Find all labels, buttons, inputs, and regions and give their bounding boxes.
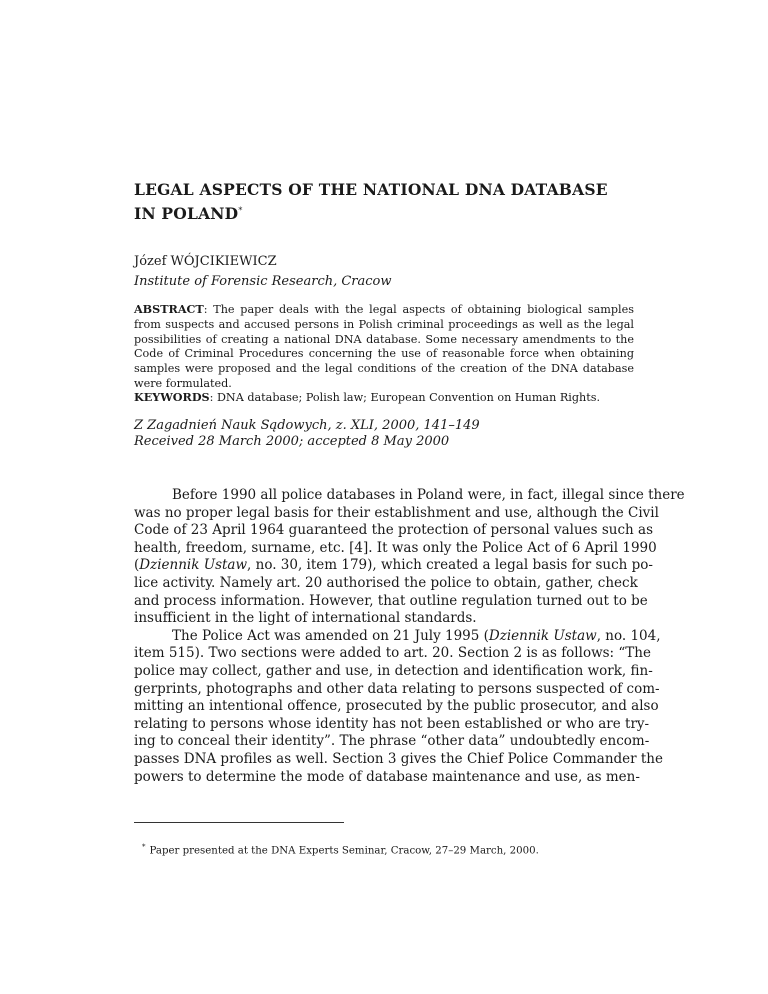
body-line: (Dziennik Ustaw, no. 30, item 179), which created a legal basis for such po-	[134, 557, 653, 574]
keywords-label: KEYWORDS	[134, 390, 210, 404]
title-footnote-mark: *	[238, 206, 243, 215]
citation	[134, 418, 634, 450]
body-line: mitting an intentional offence, prosecuted by the public prosecutor, and also	[134, 698, 659, 715]
citation-source: Z Zagadnień Nauk Sądowych, z. XLI, 2000, 141–149	[134, 418, 480, 433]
keywords	[134, 390, 634, 406]
abstract	[134, 302, 634, 392]
title-line-2: IN POLAND	[134, 204, 239, 224]
body-line: powers to determine the mode of database maintenance and use, as men-	[134, 768, 640, 785]
footnote-text: Paper presented at the DNA Experts Seminar, Cracow, 27–29 March, 2000.	[149, 845, 539, 857]
body-line: lice activity. Namely art. 20 authorised the police to obtain, gather, check	[134, 574, 638, 591]
body-line: health, freedom, surname, etc. [4]. It was only the Police Act of 6 April 1990	[134, 539, 657, 556]
paper-title	[134, 179, 634, 224]
body-line: passes DNA profiles as well. Section 3 gives the Chief Police Commander the	[134, 750, 663, 767]
footnote-separator	[134, 822, 344, 823]
footnote	[142, 841, 632, 857]
body-line: was no proper legal basis for their establishment and use, although the Civil	[134, 504, 659, 521]
body-line: item 515). Two sections were added to art. 20. Section 2 is as follows: “The	[134, 645, 651, 662]
body-line: The Police Act was amended on 21 July 1995 (Dziennik Ustaw, no. 104,	[172, 627, 661, 644]
body-line: Before 1990 all police databases in Poland were, in fact, illegal since there	[172, 487, 685, 503]
abstract-label: ABSTRACT	[134, 302, 204, 316]
body-line: gerprints, photographs and other data relating to persons suspected of com-	[134, 680, 660, 697]
body-line: insufficient in the light of international standards.	[134, 610, 477, 627]
author-name: Józef WÓJCIKIEWICZ	[134, 254, 277, 269]
keywords-text: : DNA database; Polish law; European Convention on Human Rights.	[209, 391, 601, 404]
footnote-mark: *	[142, 843, 146, 851]
author-affiliation: Institute of Forensic Research, Cracow	[134, 274, 392, 289]
body-text	[134, 487, 685, 786]
body-line: ing to conceal their identity”. The phrase “other data” undoubtedly encom-	[134, 733, 650, 750]
abstract-text: : The paper deals with the legal aspects of obtaining biological samples from suspects and accused persons in Polish criminal proceedings as well as the legal possibilities of creating a national DNA database. Some necessary amendments to the Code of Criminal Procedures concerning the use of reasonable force when obtaining samples were proposed and the legal conditions of the creation of the DNA database were formulated.	[134, 303, 634, 390]
body-line: relating to persons whose identity has not been established or who are try-	[134, 715, 650, 732]
title-line-1: LEGAL ASPECTS OF THE NATIONAL DNA DATABASE	[134, 180, 608, 199]
journal-name: Dziennik Ustaw	[139, 557, 248, 574]
body-line: Code of 23 April 1964 guaranteed the protection of personal values such as	[134, 522, 654, 539]
citation-dates: Received 28 March 2000; accepted 8 May 2000	[134, 434, 450, 449]
journal-name: Dziennik Ustaw	[488, 627, 597, 644]
body-line: and process information. However, that outline regulation turned out to be	[134, 592, 648, 609]
body-line: police may collect, gather and use, in detection and identification work, fin-	[134, 662, 653, 679]
